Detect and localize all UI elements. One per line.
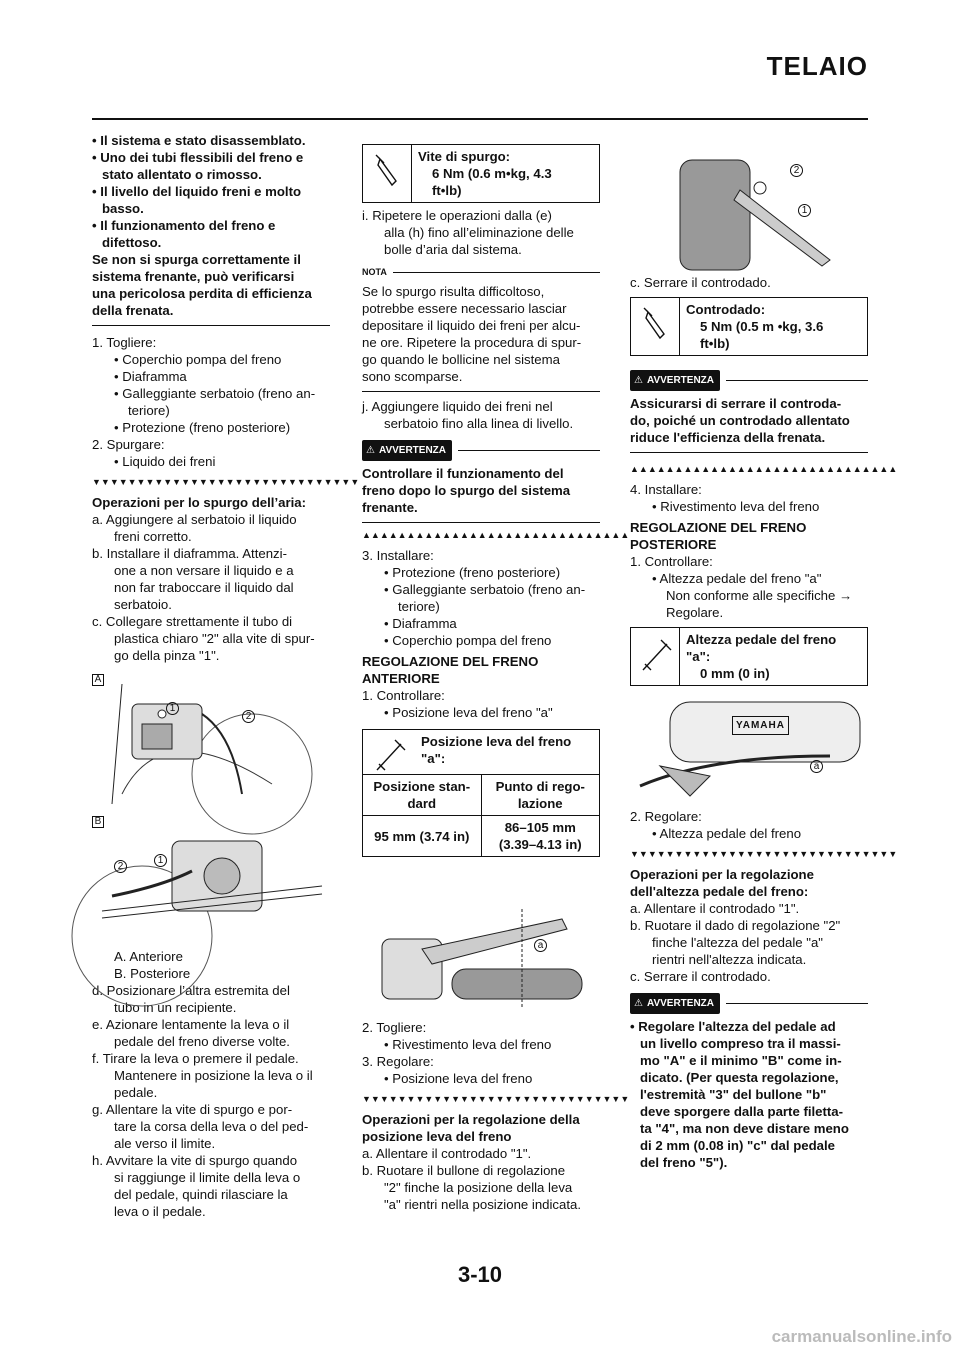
warn-line: • Regolare l'altezza del pedale ad: [630, 1019, 836, 1034]
front-caliper-illustration: [92, 674, 330, 804]
callout-1: 1: [154, 854, 167, 867]
wrench-icon: [363, 145, 412, 202]
step-2: 2. Spurgare:: [92, 437, 165, 452]
step-3: 3. Regolare:: [362, 1054, 434, 1069]
column-2: [362, 140, 630, 1213]
brake-lever-illustration: [362, 869, 600, 1019]
divider: [362, 522, 600, 523]
warn-line: l'estremità "3" del bullone "b": [640, 1087, 827, 1102]
nota-line: sono scomparse.: [362, 369, 463, 384]
callout-1: 1: [798, 204, 811, 217]
column-3: [630, 150, 898, 1171]
proc-line: a. Aggiungere al serbatoio il liquido: [92, 512, 297, 527]
warn-line: riduce l'efficienza della frenata.: [630, 430, 826, 445]
step-item: • Posizione leva del freno: [384, 1071, 533, 1086]
warn-line: sistema frenante, può verificarsi: [92, 269, 295, 284]
step-item: • Galleggiante serbatoio (freno an-: [114, 386, 316, 401]
cond-line: • Il funzionamento del freno e: [92, 218, 276, 233]
spec-line: ft•lb): [432, 183, 462, 198]
step-item: • Coperchio pompa del freno: [114, 352, 282, 367]
cond-line: stato allentato o rimosso.: [102, 167, 262, 182]
nota-line: depositare il liquido dei freni per alcu-: [362, 318, 581, 333]
warn-line: del freno "5").: [640, 1155, 728, 1170]
step-c: c. Serrare il controdado.: [630, 275, 771, 290]
proc-line: f. Tirare la leva o premere il pedale.: [92, 1051, 299, 1066]
spec-bleed-screw: [362, 144, 600, 203]
callout-a: a: [534, 939, 547, 952]
callout-2: 2: [114, 860, 127, 873]
procedure-title: posizione leva del freno: [362, 1129, 512, 1144]
cond-line: • Uno dei tubi flessibili del freno e: [92, 150, 304, 165]
arrow-divider-down: ▼▼▼▼▼▼▼▼▼▼▼▼▼▼▼▼▼▼▼▼▼▼▼▼▼▼▼▼▼▼: [92, 477, 360, 487]
header-rule: [92, 118, 868, 120]
proc-line: c. Collegare strettamente il tubo di: [92, 614, 293, 629]
table-cell: 86–105 mm: [504, 820, 576, 835]
step-item: • Protezione (freno posteriore): [114, 420, 291, 435]
lever-adjuster-illustration: [630, 150, 868, 270]
legend-item: B. Posteriore: [114, 966, 191, 981]
step-item: • Protezione (freno posteriore): [384, 565, 561, 580]
warning-conditions: [92, 132, 330, 319]
warning-badge: ⚠ AVVERTENZA: [630, 370, 720, 391]
warn-line: una pericolosa perdita di efficienza: [92, 286, 312, 301]
warning-header: [630, 370, 868, 391]
warn-line: mo "A" e il minimo "B" come in-: [640, 1053, 842, 1068]
step-item: Regolare.: [666, 605, 724, 620]
warn-line: Controllare il funzionamento del: [362, 466, 564, 481]
warning-header: [630, 993, 868, 1014]
section-title: REGOLAZIONE DEL FRENO: [362, 654, 539, 669]
label-b: B: [92, 816, 104, 828]
section-title: POSTERIORE: [630, 537, 717, 552]
rear-caliper-illustration: [92, 816, 330, 946]
table-title: "a":: [421, 751, 446, 766]
warn-line: do, poiché un controdado allentato: [630, 413, 850, 428]
proc-line: e. Azionare lentamente la leva o il: [92, 1017, 290, 1032]
table-cell: (3.39–4.13 in): [498, 837, 582, 852]
proc-line: d. Posizionare l’altra estremita del: [92, 983, 290, 998]
cond-line: difettoso.: [102, 235, 162, 250]
spec-locknut: [630, 297, 868, 356]
step-item: • Rivestimento leva del freno: [384, 1037, 552, 1052]
table-header: Punto di rego-: [495, 779, 585, 794]
arrow-divider-up: ▲▲▲▲▲▲▲▲▲▲▲▲▲▲▲▲▲▲▲▲▲▲▲▲▲▲▲▲▲▲: [630, 464, 898, 474]
step-3: 3. Installare:: [362, 548, 434, 563]
proc-line: finche l'altezza del pedale "a": [652, 935, 823, 950]
table-title: Posizione leva del freno: [421, 734, 572, 749]
proc-line: plastica chiaro "2" alla vite di spur-: [114, 631, 315, 646]
warning-header: [362, 440, 600, 461]
proc-line: pedale.: [114, 1085, 158, 1100]
proc-line: leva o il pedale.: [114, 1204, 206, 1219]
warning-triangle-icon: ⚠: [634, 998, 643, 1009]
warn-line: frenante.: [362, 500, 418, 515]
step-i: bolle d’aria dal sistema.: [384, 242, 522, 257]
spec-line: "a":: [686, 649, 711, 664]
proc-line: "a" rientri nella posizione indicata.: [384, 1197, 582, 1212]
warn-line: freno dopo lo spurgo del sistema: [362, 483, 571, 498]
arrow-divider-down: ▼▼▼▼▼▼▼▼▼▼▼▼▼▼▼▼▼▼▼▼▼▼▼▼▼▼▼▼▼▼: [362, 1094, 630, 1104]
step-4: 4. Installare:: [630, 482, 702, 497]
warning-triangle-icon: ⚠: [366, 445, 375, 456]
label-a: A: [92, 674, 104, 686]
section-title: ANTERIORE: [362, 671, 440, 686]
warn-line: dicato. (Per questa regolazione,: [640, 1070, 839, 1085]
proc-line: "2" finche la posizione della leva: [384, 1180, 573, 1195]
proc-line: del pedale, quindi rilasciare la: [114, 1187, 288, 1202]
proc-line: go della pinza "1".: [114, 648, 220, 663]
nota-line: Se lo spurgo risulta difficoltoso,: [362, 284, 545, 299]
warning-triangle-icon: ⚠: [634, 375, 643, 386]
brake-pedal-illustration: [630, 696, 868, 808]
spec-line: 6 Nm (0.6 m•kg, 4.3: [432, 166, 552, 181]
proc-line: g. Allentare la vite di spurgo e por-: [92, 1102, 293, 1117]
proc-line: serbatoio.: [114, 597, 172, 612]
divider: [362, 391, 600, 392]
proc-line: one a non versare il liquido e a: [114, 563, 294, 578]
step-2: 2. Regolare:: [630, 809, 702, 824]
cond-line: basso.: [102, 201, 144, 216]
arrow-divider-down: ▼▼▼▼▼▼▼▼▼▼▼▼▼▼▼▼▼▼▼▼▼▼▼▼▼▼▼▼▼▼: [630, 849, 898, 859]
step-item: • Diaframma: [114, 369, 187, 384]
procedure-title: Operazioni per la regolazione: [630, 867, 814, 882]
step-item: teriore): [128, 403, 170, 418]
step-2: 2. Togliere:: [362, 1020, 427, 1035]
warn-line: ta "4", ma non deve distare meno: [640, 1121, 849, 1136]
spec-line: ft•lb): [700, 336, 730, 351]
divider: [630, 452, 868, 453]
step-item: • Posizione leva del freno "a": [384, 705, 553, 720]
step-item: • Altezza pedale del freno "a": [652, 571, 822, 586]
yamaha-logo: YAMAHA: [732, 716, 789, 735]
nota-line: go quando le bollicine nel sistema: [362, 352, 560, 367]
procedure-title: dell'altezza pedale del freno:: [630, 884, 809, 899]
wrench-check-icon: [363, 730, 419, 774]
warning-badge: ⚠ AVVERTENZA: [362, 440, 452, 461]
step-i: i. Ripetere le operazioni dalla (e): [362, 208, 552, 223]
page-number: 3-10: [457, 1262, 503, 1287]
proc-line: si raggiunge il limite della leva o: [114, 1170, 301, 1185]
step-item: • Galleggiante serbatoio (freno an-: [384, 582, 586, 597]
step-item: teriore): [398, 599, 440, 614]
proc-line: tubo in un recipiente.: [114, 1000, 237, 1015]
warn-line: un livello compreso tra il massi-: [640, 1036, 841, 1051]
cond-line: • Il livello del liquido freni e molto: [92, 184, 302, 199]
nota-line: potrebbe essere necessario lasciar: [362, 301, 567, 316]
spec-line: Controdado:: [686, 302, 766, 317]
step-item: • Coperchio pompa del freno: [384, 633, 552, 648]
callout-a: a: [810, 760, 823, 773]
callout-2: 2: [242, 710, 255, 723]
nota-line: ne ore. Ripetere la procedura di spur-: [362, 335, 582, 350]
step-item: • Diaframma: [384, 616, 457, 631]
nota-label: NOTA: [362, 267, 387, 277]
column-1: [92, 132, 360, 1220]
proc-line: tare la corsa della leva o del ped-: [114, 1119, 309, 1134]
wrench-check-icon: [631, 628, 680, 685]
legend-item: A. Anteriore: [114, 949, 183, 964]
warn-line: Se non si spurga correttamente il: [92, 252, 301, 267]
spec-pedal-height: [630, 627, 868, 686]
wrench-icon: [631, 298, 680, 355]
warn-line: Assicurarsi di serrare il controda-: [630, 396, 842, 411]
proc-line: b. Installare il diaframma. Attenzi-: [92, 546, 287, 561]
spec-line: 5 Nm (0.5 m •kg, 3.6: [700, 319, 824, 334]
warn-line: di 2 mm (0.08 in) "c" dal pedale: [640, 1138, 835, 1153]
callout-1: 1: [166, 702, 179, 715]
proc-line: a. Allentare il controdado "1".: [362, 1146, 532, 1161]
step-1: 1. Togliere:: [92, 335, 157, 350]
step-1: 1. Controllare:: [630, 554, 713, 569]
cond-line: • Il sistema e stato disassemblato.: [92, 133, 306, 148]
divider: [92, 325, 330, 326]
callout-2: 2: [790, 164, 803, 177]
proc-line: Mantenere in posizione la leva o il: [114, 1068, 313, 1083]
warn-line: deve sporgere dalla parte filetta-: [640, 1104, 844, 1119]
table-header: lazione: [517, 796, 563, 811]
proc-line: c. Serrare il controdado.: [630, 969, 771, 984]
warning-badge: ⚠ AVVERTENZA: [630, 993, 720, 1014]
page-header-title: TELAIO: [766, 51, 868, 81]
step-j: serbatoio fino alla linea di livello.: [384, 416, 574, 431]
step-item: • Rivestimento leva del freno: [652, 499, 820, 514]
proc-line: ale verso il limite.: [114, 1136, 216, 1151]
arrow-divider-up: ▲▲▲▲▲▲▲▲▲▲▲▲▲▲▲▲▲▲▲▲▲▲▲▲▲▲▲▲▲▲: [362, 530, 630, 540]
step-item: Non conforme alle specifiche →: [666, 588, 853, 603]
proc-line: freni corretto.: [114, 529, 192, 544]
proc-line: pedale del freno diverse volte.: [114, 1034, 290, 1049]
section-title: REGOLAZIONE DEL FRENO: [630, 520, 807, 535]
step-i: alla (h) fino all’eliminazione delle: [384, 225, 574, 240]
table-cell: 95 mm (3.74 in): [374, 828, 470, 844]
warn-line: della frenata.: [92, 303, 174, 318]
spec-line: 0 mm (0 in): [700, 666, 770, 681]
table-header: dard: [407, 796, 437, 811]
nota-header: [362, 264, 600, 281]
procedure-title: Operazioni per la regolazione della: [362, 1112, 580, 1127]
spec-line: Altezza pedale del freno: [686, 632, 837, 647]
lever-position-table: [362, 729, 600, 857]
proc-line: a. Allentare il controdado "1".: [630, 901, 800, 916]
table-header: Posizione stan-: [373, 779, 471, 794]
step-j: j. Aggiungere liquido dei freni nel: [362, 399, 553, 414]
step-1: 1. Controllare:: [362, 688, 445, 703]
step-item: • Liquido dei freni: [114, 454, 216, 469]
procedure-title: Operazioni per lo spurgo dell’aria:: [92, 495, 306, 510]
proc-line: non far traboccare il liquido dal: [114, 580, 294, 595]
watermark: carmanualsonline.info: [771, 1327, 952, 1346]
proc-line: b. Ruotare il bullone di regolazione: [362, 1163, 566, 1178]
spec-line: Vite di spurgo:: [418, 149, 511, 164]
step-item: • Altezza pedale del freno: [652, 826, 802, 841]
proc-line: h. Avvitare la vite di spurgo quando: [92, 1153, 298, 1168]
proc-line: rientri nell'altezza indicata.: [652, 952, 807, 967]
proc-line: b. Ruotare il dado di regolazione "2": [630, 918, 841, 933]
